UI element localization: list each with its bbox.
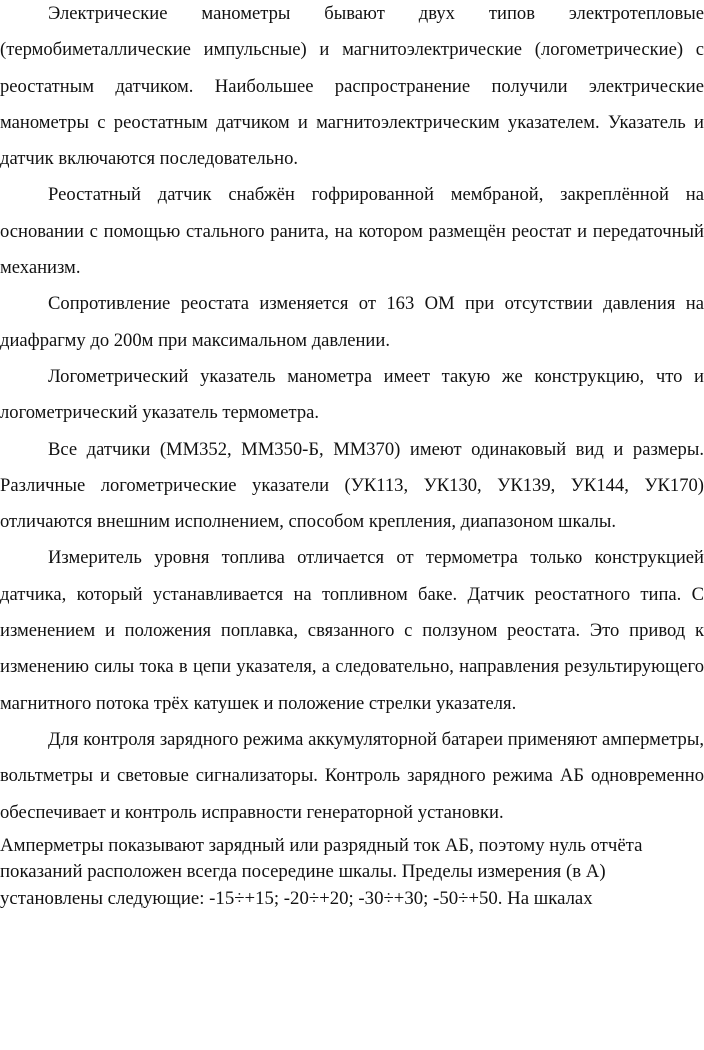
paragraph-fuel-level-meter: Измеритель уровня топлива отличается от термометра только конструкцией датчика, который устанавливается на топливном баке. Датчик реостатного типа. С изменением и положения поплавка, связанного с ползуном реостата. Это привод к изменению силы тока в цепи указателя, а следовательно, направления результирующего магнитного потока трёх катушек и положение стрелки указателя. [0, 547, 704, 714]
paragraph-ammeters: Амперметры показывают зарядный или разрядный ток АБ, поэтому нуль отчёта показаний расположен всегда посередине шкалы. Пределы измерения (в А) установлены следующие: -15÷+15; -20÷+20; -30÷+30; -50÷+50. На шкалах [0, 834, 643, 909]
paragraph-logometric-indicator: Логометрический указатель манометра имеет такую же конструкцию, что и логометрический указатель термометра. [0, 365, 704, 424]
paragraph-rheostat-resistance: Сопротивление реостата изменяется от 163 ОМ при отсутствии давления на диафрагму до 200м при максимальном давлении. [0, 293, 704, 351]
paragraph-charge-control: Для контроля зарядного режима аккумуляторной батареи применяют амперметры, вольтметры и световые сигнализаторы. Контроль зарядного режима АБ одновременно обеспечивает и контроль исправности генераторной установки. [0, 728, 704, 823]
paragraph-electric-manometers: Электрические манометры бывают двух типов электротепловые (термобиметаллические импульсные) и магнитоэлектрические (логометрические) с реостатным датчиком. Наибольшее распространение получили электрические манометры с реостатным датчиком и магнитоэлектрическим указателем. Указатель и датчик включаются последовательно. [0, 3, 704, 170]
paragraph-sensors-models: Все датчики (ММ352, ММ350-Б, ММ370) имеют одинаковый вид и размеры. Различные логометрические указатели (УК113, УК130, УК139, УК144, УК170) отличаются внешним исполнением, способом крепления, диапазоном шкалы. [0, 438, 704, 533]
paragraph-rheostat-sensor: Реостатный датчик снабжён гофрированной мембраной, закреплённой на основании с помощью стального ранита, на котором размещён реостат и передаточный механизм. [0, 184, 704, 279]
